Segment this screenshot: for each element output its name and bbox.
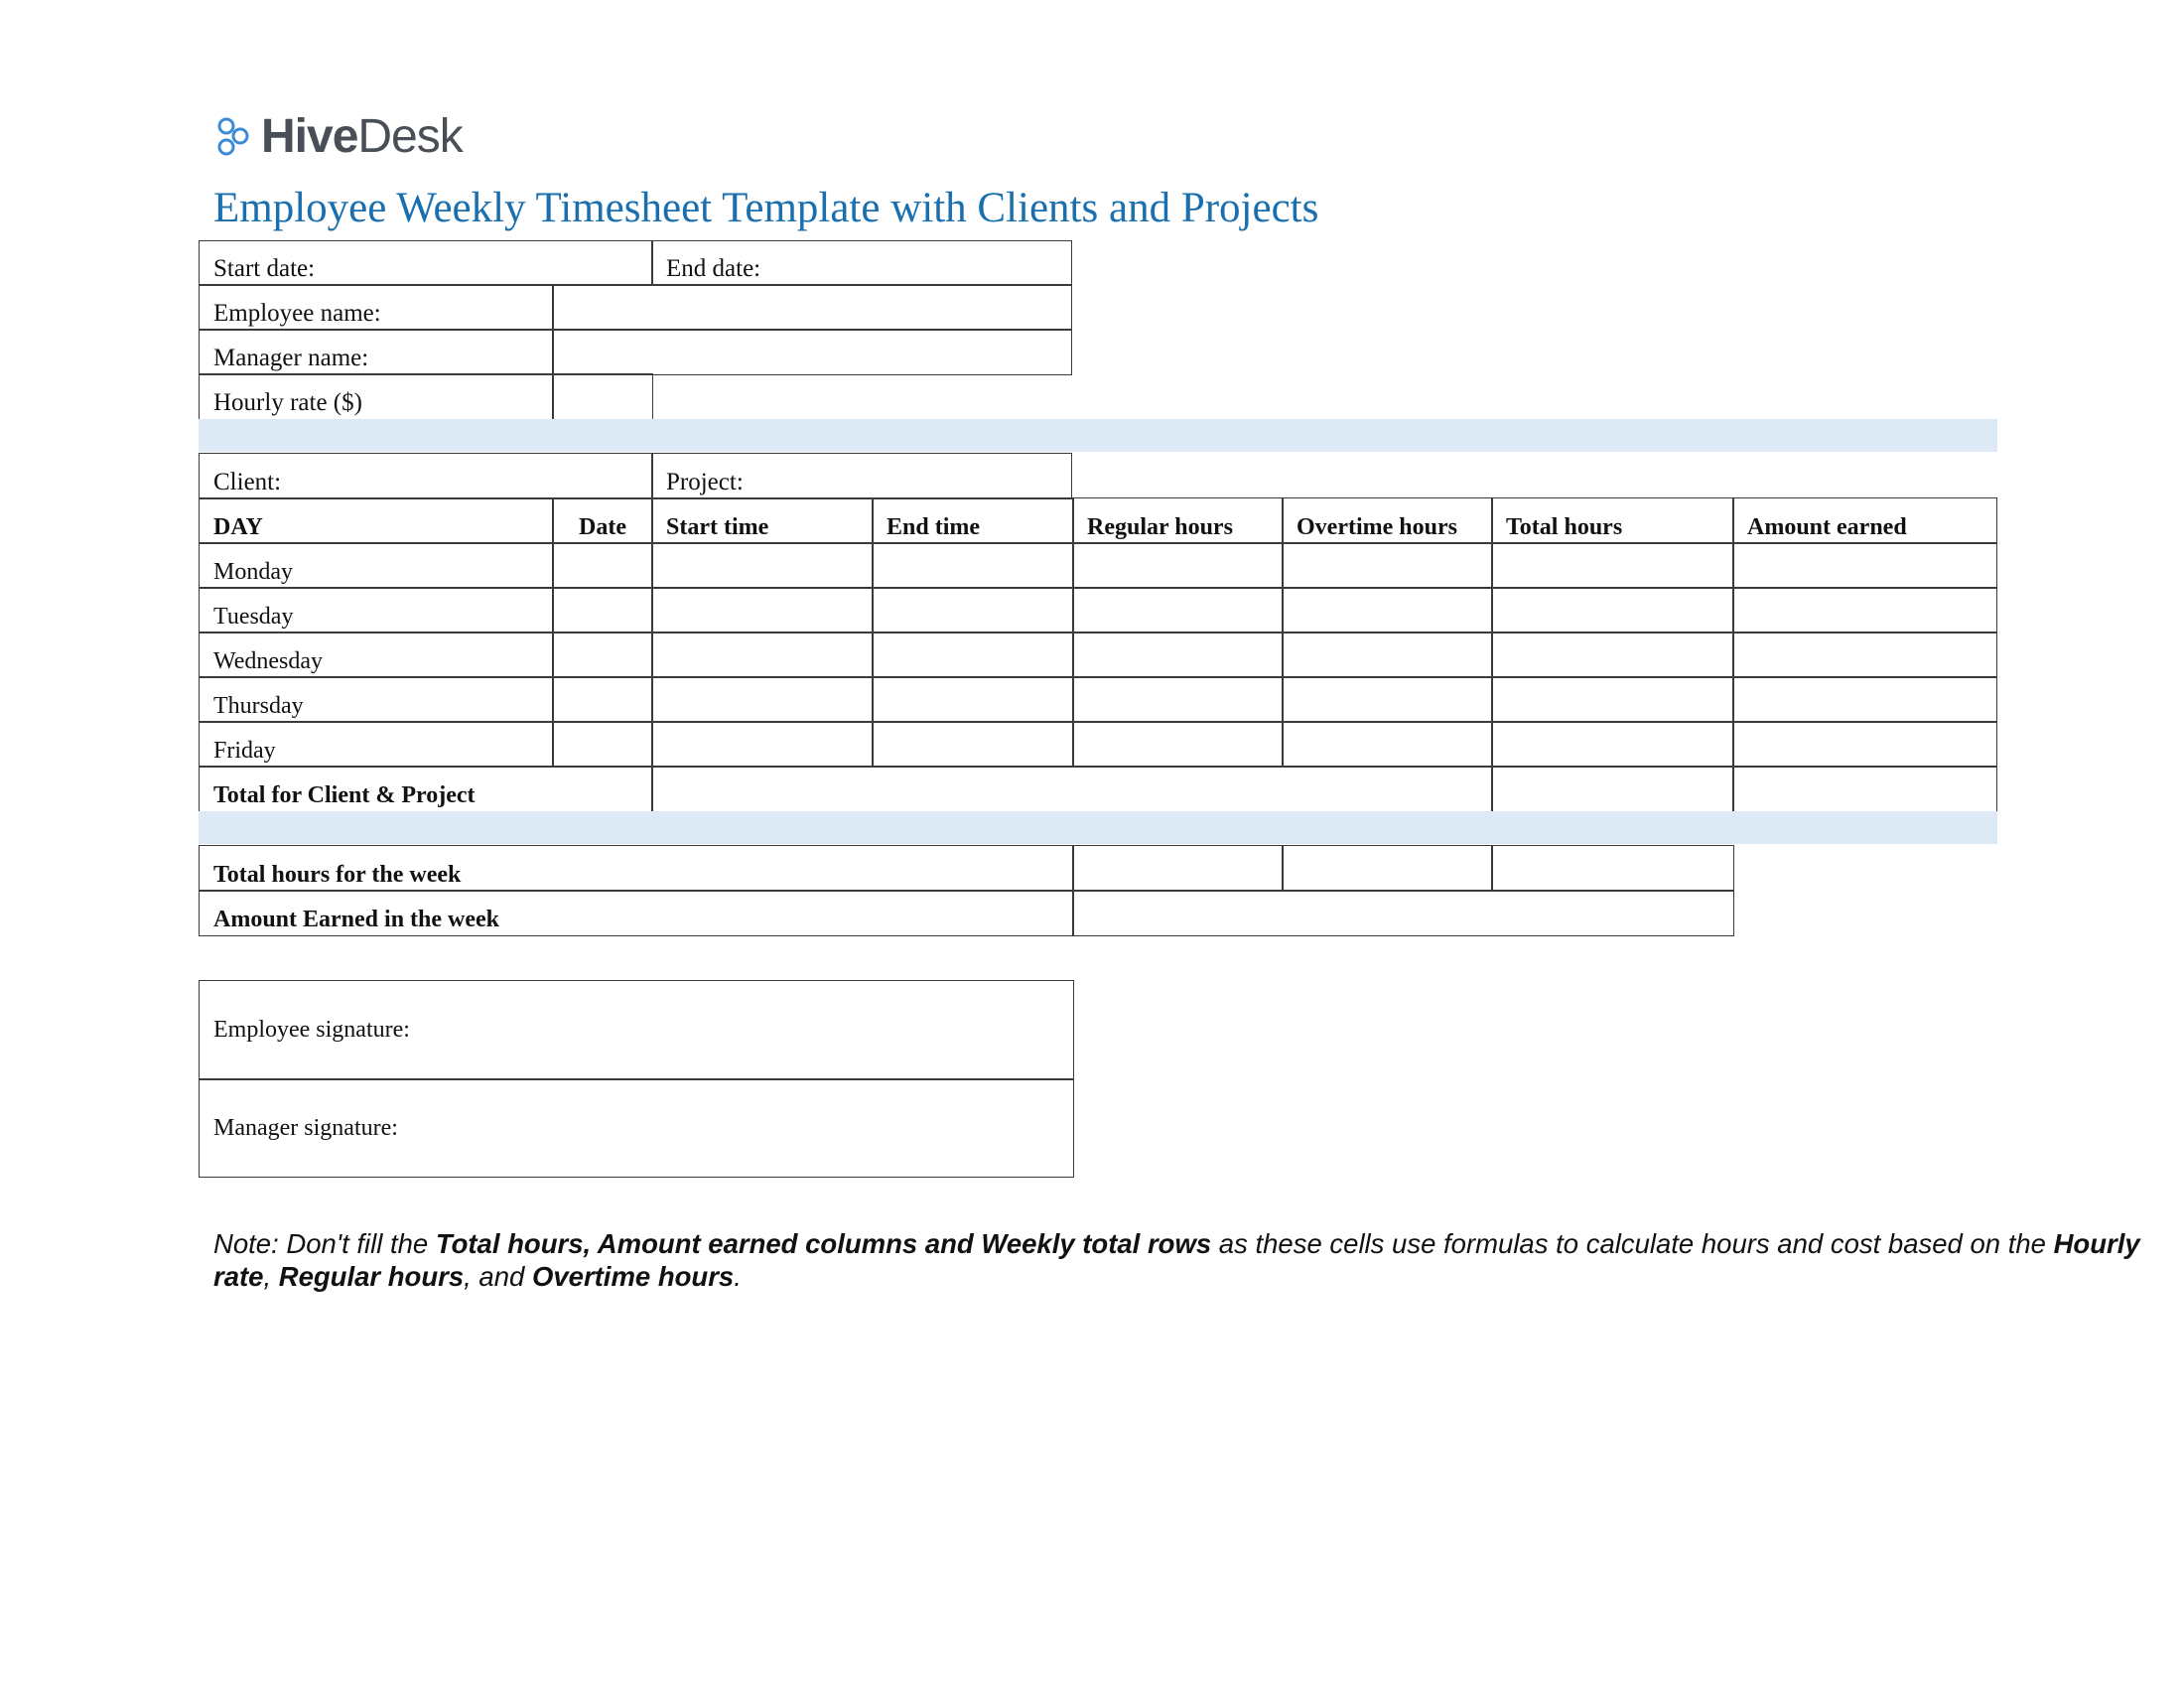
note-bold-regular-hours: Regular hours <box>278 1261 465 1292</box>
manager-name-label: Manager name: <box>199 329 554 375</box>
amount-earned-week-cell <box>1072 890 1734 936</box>
end-time-cell[interactable] <box>872 632 1074 678</box>
employee-signature-field[interactable] <box>199 980 1074 1080</box>
note-text: as these cells use formulas to calculate hours and cost based on the <box>1211 1228 2054 1259</box>
regular-hours-cell[interactable] <box>1072 676 1284 723</box>
date-cell[interactable] <box>552 632 653 678</box>
client-field[interactable] <box>199 453 653 499</box>
day-label-wednesday: Wednesday <box>199 632 554 678</box>
header-total-hours: Total hours <box>1491 497 1734 544</box>
end-time-cell[interactable] <box>872 676 1074 723</box>
total-client-project-label: Total for Client & Project <box>199 766 653 812</box>
day-label-thursday: Thursday <box>199 676 554 723</box>
separator-band <box>199 811 1997 844</box>
hivedesk-logo <box>213 107 463 167</box>
note-text: . <box>734 1261 742 1292</box>
day-label-tuesday: Tuesday <box>199 587 554 633</box>
header-overtime-hours: Overtime hours <box>1282 497 1493 544</box>
note-bold-overtime-hours: Overtime hours <box>531 1261 735 1292</box>
note-text: Note: Don't fill the <box>213 1228 436 1259</box>
end-time-cell[interactable] <box>872 542 1074 589</box>
start-time-cell[interactable] <box>651 542 874 589</box>
start-time-cell[interactable] <box>651 587 874 633</box>
note-bold-columns: Total hours, Amount earned columns and Weekly total rows <box>435 1228 1212 1259</box>
total-client-project-hours <box>1491 766 1734 812</box>
formula-note <box>213 1227 2179 1293</box>
overtime-hours-cell[interactable] <box>1282 542 1493 589</box>
employee-name-input[interactable] <box>552 284 1072 331</box>
header-date: Date <box>552 497 653 544</box>
hourly-rate-input[interactable] <box>552 373 653 420</box>
note-text: , and <box>464 1261 532 1292</box>
total-hours-week-label: Total hours for the week <box>199 845 1074 892</box>
start-time-cell[interactable] <box>651 676 874 723</box>
regular-hours-cell[interactable] <box>1072 542 1284 589</box>
header-start-time: Start time <box>651 497 874 544</box>
start-time-cell[interactable] <box>651 721 874 768</box>
regular-hours-cell[interactable] <box>1072 721 1284 768</box>
start-date-field[interactable] <box>199 240 653 286</box>
end-date-label: End date: <box>666 255 761 282</box>
project-label: Project: <box>666 469 744 495</box>
header-end-time: End time <box>872 497 1074 544</box>
total-hours-cell <box>1491 542 1734 589</box>
manager-name-input[interactable] <box>552 329 1072 375</box>
total-client-project-amount <box>1732 766 1997 812</box>
hourly-rate-label: Hourly rate ($) <box>199 373 554 420</box>
manager-signature-field[interactable] <box>199 1078 1074 1178</box>
employee-name-label: Employee name: <box>199 284 554 331</box>
total-hours-cell <box>1491 676 1734 723</box>
employee-signature-label: Employee signature: <box>213 1017 410 1043</box>
header-day: DAY <box>199 497 554 544</box>
manager-signature-label: Manager signature: <box>213 1114 398 1141</box>
end-time-cell[interactable] <box>872 721 1074 768</box>
day-label-monday: Monday <box>199 542 554 589</box>
amount-earned-cell <box>1732 721 1997 768</box>
header-amount-earned: Amount earned <box>1732 497 1997 544</box>
end-date-field[interactable] <box>651 240 1072 286</box>
separator-band <box>199 419 1997 452</box>
honeycomb-logo-icon <box>213 116 255 158</box>
regular-hours-cell[interactable] <box>1072 632 1284 678</box>
regular-hours-cell[interactable] <box>1072 587 1284 633</box>
amount-earned-week-label: Amount Earned in the week <box>199 890 1074 936</box>
page-title: Employee Weekly Timesheet Template with Clients and Projects <box>213 185 1319 231</box>
header-regular-hours: Regular hours <box>1072 497 1284 544</box>
week-regular-hours-cell <box>1072 845 1284 892</box>
note-bold-hourly-rate: Hourly rate <box>213 1228 2140 1292</box>
amount-earned-cell <box>1732 587 1997 633</box>
date-cell[interactable] <box>552 587 653 633</box>
total-hours-cell <box>1491 587 1734 633</box>
week-overtime-hours-cell <box>1282 845 1493 892</box>
week-total-hours-cell <box>1491 845 1734 892</box>
date-cell[interactable] <box>552 676 653 723</box>
logo-text: HiveDesk <box>261 110 463 163</box>
total-client-project-blank <box>651 766 1493 812</box>
start-date-label: Start date: <box>213 255 316 282</box>
overtime-hours-cell[interactable] <box>1282 676 1493 723</box>
note-text: , <box>263 1261 279 1292</box>
total-hours-cell <box>1491 632 1734 678</box>
start-time-cell[interactable] <box>651 632 874 678</box>
total-hours-cell <box>1491 721 1734 768</box>
date-cell[interactable] <box>552 721 653 768</box>
amount-earned-cell <box>1732 632 1997 678</box>
date-cell[interactable] <box>552 542 653 589</box>
overtime-hours-cell[interactable] <box>1282 632 1493 678</box>
client-label: Client: <box>213 469 282 495</box>
end-time-cell[interactable] <box>872 587 1074 633</box>
amount-earned-cell <box>1732 676 1997 723</box>
overtime-hours-cell[interactable] <box>1282 587 1493 633</box>
overtime-hours-cell[interactable] <box>1282 721 1493 768</box>
project-field[interactable] <box>651 453 1072 499</box>
day-label-friday: Friday <box>199 721 554 768</box>
amount-earned-cell <box>1732 542 1997 589</box>
